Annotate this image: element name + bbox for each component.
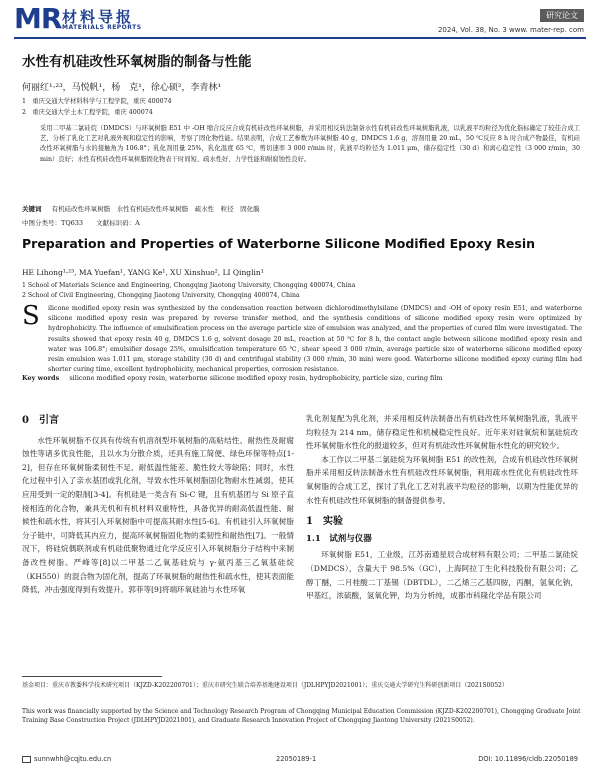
- email-text: sunnwhh@cqjtu.edu.cn: [34, 755, 112, 763]
- keywords-english: [22, 374, 582, 382]
- authors-english: HE Lihong¹·²³, MA Yuefan¹, YANG Ke¹, XU Xinshuo², LI Qinglin¹: [22, 268, 264, 277]
- keywords-chinese: [22, 204, 260, 213]
- section-1-heading: 1 实验: [306, 516, 343, 528]
- logo-mark: MR: [14, 2, 62, 35]
- body-right-column: [306, 412, 578, 603]
- abstract-dropcap: S: [22, 301, 40, 331]
- authors-chinese: 何丽红¹·²³，马悦帆¹，杨 克¹，徐心硕²，李青林¹: [22, 83, 222, 93]
- footnote-rule: [22, 676, 162, 677]
- title-chinese: 水性有机硅改性环氧树脂的制备与性能: [22, 54, 252, 70]
- section-1-1-paragraph: 环氧树脂 E51，工业级，江苏南通星辰合成材料有限公司；二甲基二氯硅烷（DMDCS），含量大于 98.5%（GC），上海阿拉丁生化科技股份有限公司；乙醇丁醚，二月桂酸二丁基锡（DBTDL），二乙烯三乙基四胺，丙酮，氢氧化钠，甲基红，浓硫酸，氢氧化钾，均为分析纯，成都市科隆化学品有限公司: [306, 550, 578, 601]
- section-0-paragraph: 水性环氧树脂不仅具有传统有机溶剂型环氧树脂的高粘结性、耐热性及耐腐蚀性等诸多优良性能，且以水为分散介质，还具有施工简便、绿色环保等特点[1-2]，但存在环氧树脂柔韧性不足、耐低温性能差、脆性较大等缺陷；同时，水性化过程中引入了亲水基团或乳化剂，导致水性环氧树脂固化物耐水性减弱，使其应用受到一定的限制[3-4]。有机硅是一类含有 Si-C 键，且有机基团与 Si 原子直接相连的化合物，兼具无机和有机材料双重特性，具备优异的耐高低温性能、耐候性和疏水性，将其引入环氧树脂中可提高其耐水性[5-6]。有机硅引入环氧树脂分子链中，可降低其内应力，提高环氧树脂固化物的柔韧性和耐热性[7]。一般情况下，将硅烷偶联剂或有机硅低聚物通过化学反应引入环氧树脂分子结构中来制备改性树脂。严峰等[8]以二甲基二乙氧基硅烷与 γ-氨丙基三乙氧基硅烷（KH550）的混合物为固化剂，提高了环氧树脂的耐热性和疏水性，使其表面能降低，冲击强度得到有效提升。郭菲等[9]将端环氧硅油与水性环氧: [22, 435, 294, 595]
- classification-chinese: 中图分类号：TQ633 文献标识码：A: [22, 219, 140, 227]
- body-left-column: [22, 414, 294, 597]
- section-1-1-heading: 1.1 试剂与仪器: [306, 533, 372, 544]
- header-rule: [14, 37, 586, 39]
- section-0-right-paragraph-1: 乳化剂复配为乳化剂，并采用相反转法制备出有机硅改性环氧树脂乳液，乳液平均粒径为 214 nm，储存稳定性和机械稳定性良好。近年来对硅氧烷和氯硅烷改性环氧树脂水性化的报道较多，但对有机硅改性环氧树脂水性化的研究较少。: [306, 414, 578, 451]
- logo-english-title: MATERIALS REPORTS: [62, 24, 142, 31]
- abstract-chinese: 采用二甲基二氯硅烷（DMDCS）与环氧树脂 E51 中 -OH 缩合反应合成有机硅改性环氧树脂，并采用相反转法制备水性有机硅改性环氧树脂乳液，以乳液平均粒径为优化指标确定了较佳合成工艺，分析了乳化工艺对乳液外观和稳定性的影响，考察了固化物性能。结果表明，合成工艺参数为环氧树脂 40 g，DMDCS 1.6 g，溶剂用量 20 mL，50 ℃反应 8 h 时合成产物最佳，有机硅改性环氧树脂与水的接触角为 106.8°；乳化剂用量 25%，乳化温度 65 ℃，剪切速率 3 000 r/min 时，乳液平均粒径为 1.011 μm，储存稳定性（30 d）和离心稳定性（3 000 r/min，30 min）良好；水性有机硅改性环氧树脂固化物表干时间短、疏水性好、力学性能和耐腐蚀性良好。: [40, 125, 580, 163]
- affiliation-en-2: 2 School of Civil Engineering, Chongqing Jiaotong University, Chongqing 400074, China: [22, 292, 300, 299]
- mail-icon: [22, 756, 31, 763]
- page-footer: [14, 752, 586, 766]
- section-0-heading: 0 引言: [22, 415, 59, 426]
- doi: DOI: 10.11896/cldb.22050189: [478, 755, 578, 763]
- abstract-english: ilicone modified epoxy resin was synthesized by the condensation reaction between dichlorodimethylsilane (DMDCS) and -OH of epoxy resin E51, and waterborne silicone modified epoxy resin was prepared by reverse transfer method, and the synthesis conditions of silicone modified epoxy resin were optimized by hydrophobicity. The influence of emulsification process on the average particle size of emulsion was analyzed, and the properties of cured film were investigated. The results showed that epoxy resin 40 g, DMDCS 1.6 g, solvent dosage 20 mL, reaction at 50 ℃ for 8 h, the contact angle between silicone modified epoxy resin and water was 106.8°; emulsifier dosage 25%, emulsification temperature 65 ℃, shear speed 3 000 r/min, average particle size of waterborne silicone modified epoxy resin emulsion was 1.011 μm, storage stability (30 d) and centrifugal stability (3 000 r/min, 30 min) were good. Waterborne silicone modified epoxy curing film had shorter curing time, excellent hydrophobicity, mechanical properties, corrosion resistance.: [48, 305, 582, 374]
- keywords-cn-text: 有机硅改性环氧树脂 水性有机硅改性环氧树脂 疏水性 粒径 固化膜: [51, 205, 260, 213]
- section-0-right-paragraph-2: 本工作以二甲基二氯硅烷为环氧树脂 E51 的改性剂，合成有机硅改性环氧树脂并采用相反转法制备水性有机硅改性环氧树脂，利用疏水性优化有机硅改性环氧树脂的合成工艺，探讨了乳化工艺对乳液平均粒径的影响，以期为性能优异的水性有机硅改性环氧树脂的制备提供参考。: [306, 454, 578, 505]
- keywords-en-label: Key words: [22, 374, 60, 382]
- footnote-funding-en: This work was financially supported by the Science and Technology Research Program of Chongqing Municipal Education Commission (KJZD-K202200701), Chongqing Graduate Joint Training Base Construction Project (JDLHPYJD2021001), and Graduate Research Innovation Project of Chongqing Jiaotong University (2021S0052).: [22, 708, 581, 724]
- title-english: Preparation and Properties of Waterborne Silicone Modified Epoxy Resin: [22, 236, 536, 251]
- affiliation-en-1: 1 School of Materials Science and Engineering, Chongqing Jiaotong University, Chongqing 400074, China: [22, 282, 356, 289]
- affiliation-cn-1: 1 重庆交通大学材料科学与工程学院，重庆 400074: [22, 98, 172, 105]
- keywords-en-text: silicone modified epoxy resin, waterborne silicone modified epoxy resin, hydrophobicity, particle size, curing film: [69, 374, 443, 382]
- logo-chinese-title: 材料导报: [62, 8, 135, 26]
- keywords-cn-label: 关键词: [22, 205, 42, 213]
- article-number: 22050189-1: [276, 755, 317, 763]
- footnote-funding-cn: 基金项目：重庆市教委科学技术研究项目（KJZD-K202200701）；重庆市研究生联合培养基地建设项目（JDLHPYJD2021001）；重庆交通大学研究生科研创新项目（2021S0052）: [22, 682, 508, 689]
- corresponding-email: [22, 755, 111, 763]
- affiliation-cn-2: 2 重庆交通大学土木工程学院，重庆 400074: [22, 109, 153, 116]
- issue-line: 2024, Vol. 38, No. 3 www. mater-rep. com: [437, 26, 584, 34]
- column-tag: 研究论文: [540, 9, 584, 22]
